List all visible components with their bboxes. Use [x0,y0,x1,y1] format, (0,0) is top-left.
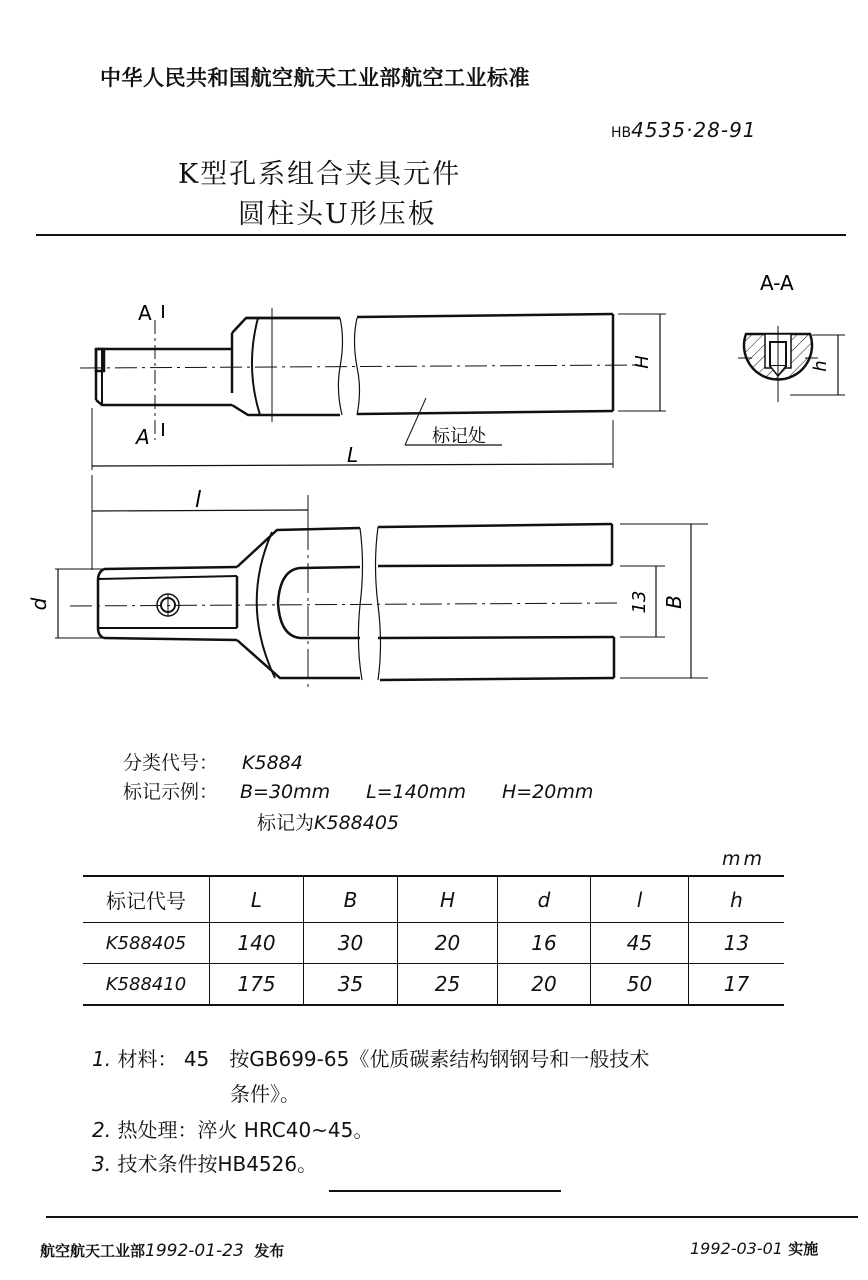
table-header: B [304,876,398,923]
example-h: H=20mm [501,781,594,803]
table-row [83,923,784,964]
table-cell: 17 [689,964,785,1006]
footer-issue [40,1240,284,1261]
table-cell: 140 [210,923,304,964]
table-header: 标记代号 [83,876,210,923]
standard-code: 4535·28-91 [631,118,757,142]
dim-diameter-label: d [27,597,51,611]
table-unit: mm [722,848,766,870]
table-cell: 16 [498,923,591,964]
note-label: 热处理： [117,1118,198,1142]
section-marker-bottom: A [136,425,150,449]
table-header: H [398,876,498,923]
table-cell: 13 [689,923,785,964]
table-header: d [498,876,591,923]
table-cell: 175 [210,964,304,1006]
dim-section-height-label: h [810,360,831,372]
marking-result-value: K588405 [314,812,400,834]
note-text: 淬火 HRC40~45。 [197,1118,374,1142]
table-header: l [591,876,689,923]
footer-issuer: 航空航天工业部 [40,1242,146,1260]
classification-value: K5884 [242,752,303,774]
footer-effective-word: 实施 [788,1240,819,1258]
classification-label: 分类代号： [123,752,219,774]
footer-issue-date: 1992-01-23 [145,1241,244,1261]
table-cell: 50 [591,964,689,1006]
footer-rule [46,1216,858,1218]
table-cell: 20 [398,923,498,964]
note-1 [92,1043,649,1072]
footer-effective-date: 1992-03-01 [690,1239,783,1258]
table-header-row [83,876,784,923]
note-text: 技术条件按HB4526。 [117,1152,318,1176]
note-text: 45 按GB699-65《优质碳素结构钢钢号和一般技术 [183,1047,650,1071]
example-b: B=30mm [240,781,331,803]
note-2 [92,1114,373,1143]
table-cell: 45 [591,923,689,964]
note-3 [92,1148,317,1177]
document-title-line1: K型孔系组合夹具元件 [178,159,462,190]
dim-height-label: H [632,355,653,369]
dim-slot-width-label: 13 [629,590,650,614]
classification-line [123,748,303,775]
footer-effective [690,1238,818,1259]
marking-example-line [123,777,593,804]
marking-result-label: 标记为 [257,812,315,834]
note-number: 3. [92,1152,112,1176]
dimension-table [83,875,784,1006]
example-l: L=140mm [366,781,466,803]
table-row [83,964,784,1006]
dim-length-label: L [347,443,359,467]
table-cell: K588410 [83,964,210,1006]
table-cell: 30 [304,923,398,964]
marking-location-label: 标记处 [432,426,486,447]
document-title-line2: 圆柱头U形压板 [238,199,437,230]
front-view [80,305,666,470]
standard-prefix: HB [611,125,632,141]
note-1-continuation: 条件》。 [230,1082,300,1106]
table-cell: 20 [498,964,591,1006]
table-cell: 25 [398,964,498,1006]
table-header: L [210,876,304,923]
top-view [55,475,708,690]
note-label: 材料： [117,1047,178,1071]
section-marker-top: A [138,301,152,325]
table-cell: 35 [304,964,398,1006]
note-number: 2. [92,1118,112,1142]
issuer-line: 中华人民共和国航空航天工业部航空工业标准 [100,66,530,90]
notes-end-rule [329,1190,561,1192]
note-number: 1. [92,1047,112,1071]
dim-shank-length-label: l [195,488,202,513]
marking-example-label: 标记示例： [123,781,219,803]
dim-width-label: B [662,595,686,609]
footer-issue-word: 发布 [254,1242,285,1260]
marking-result-line [257,808,399,835]
section-label: A-A [760,271,794,295]
table-cell: K588405 [83,923,210,964]
table-header: h [689,876,785,923]
